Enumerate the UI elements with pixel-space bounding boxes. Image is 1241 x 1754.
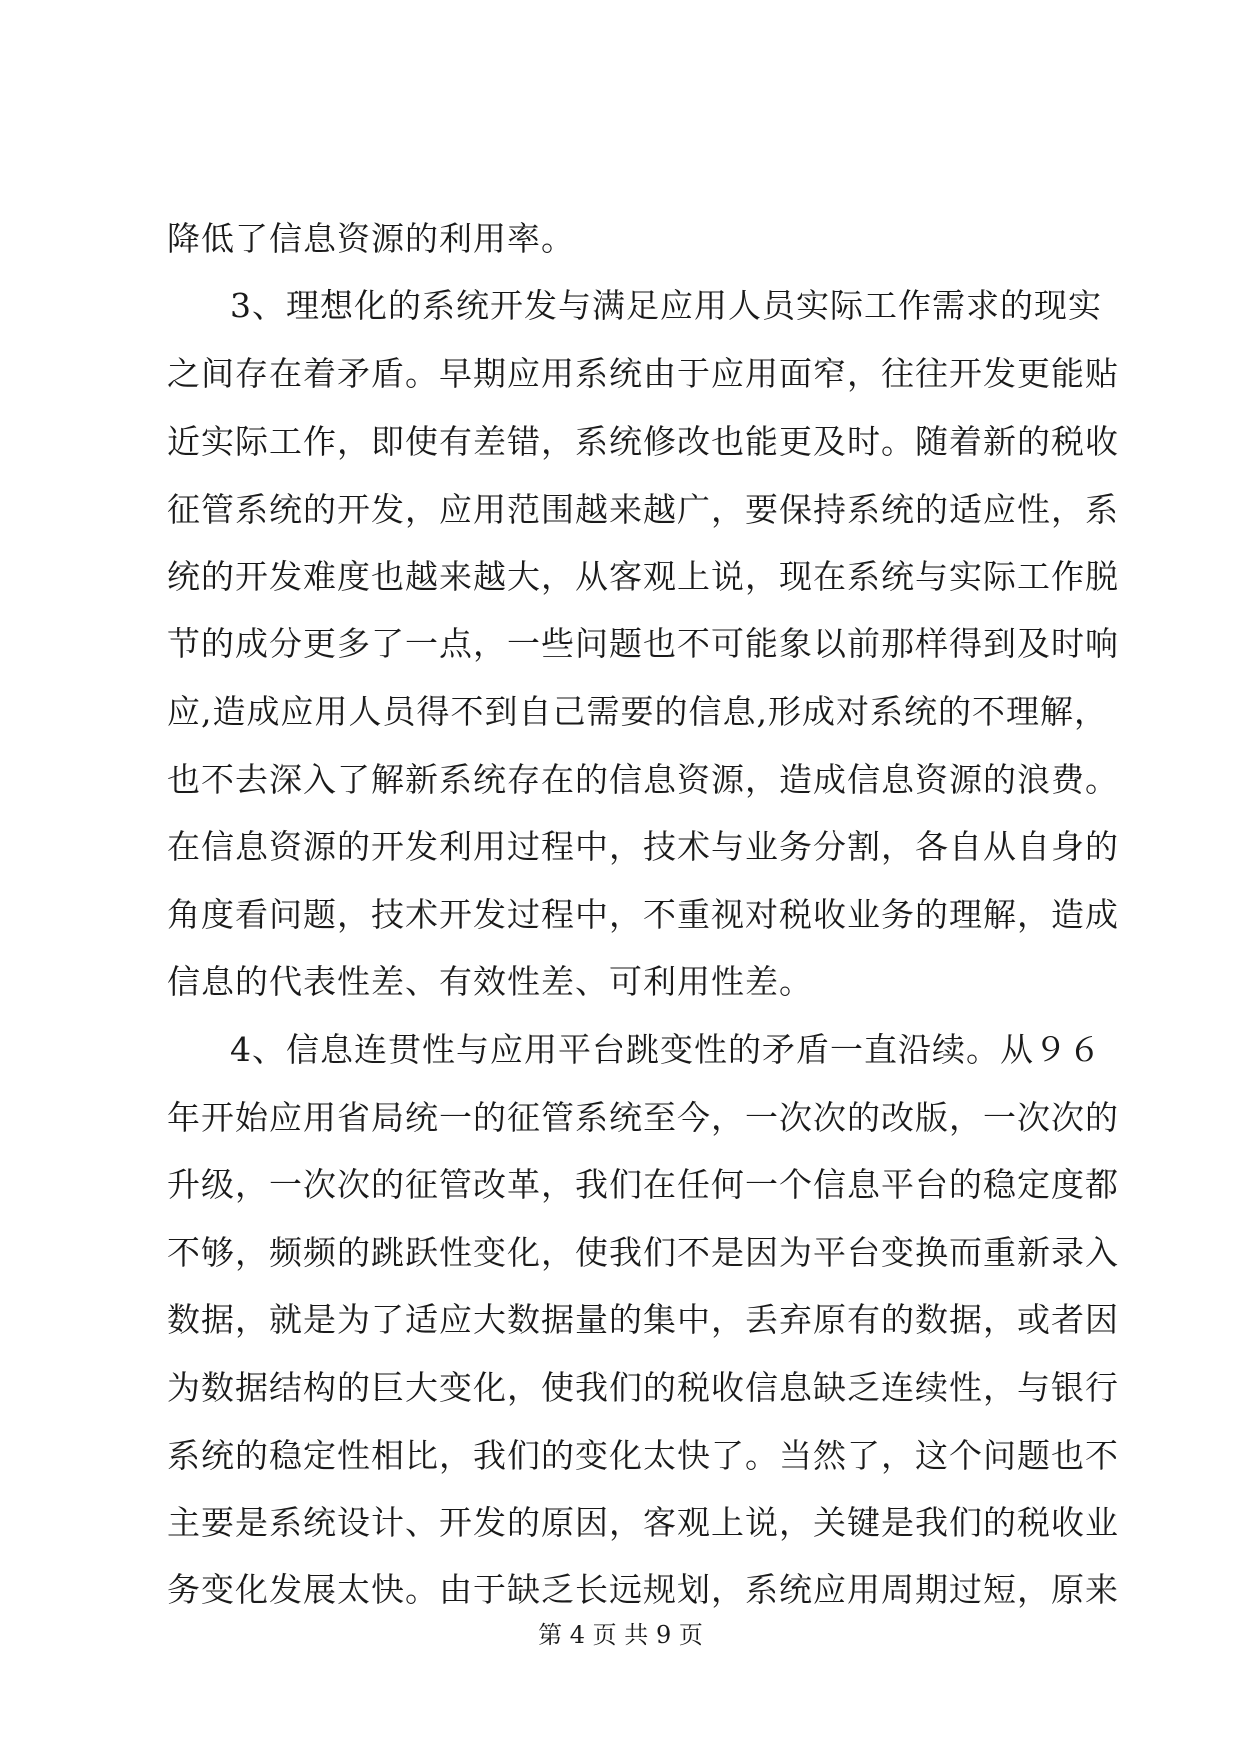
text-line: 之间存在着矛盾。早期应用系统由于应用面窄，往往开发更能贴 — [167, 354, 1119, 393]
text-line: 信息的代表性差、有效性差、可利用性差。 — [167, 962, 813, 1001]
text-line: 系统的稳定性相比，我们的变化太快了。当然了，这个问题也不 — [167, 1436, 1119, 1475]
text-line: 不够，频频的跳跃性变化，使我们不是因为平台变换而重新录入 — [167, 1233, 1119, 1272]
text-line: 在信息资源的开发利用过程中，技术与业务分割，各自从自身的 — [167, 827, 1119, 866]
text-line: 近实际工作，即使有差错，系统修改也能更及时。随着新的税收 — [167, 422, 1119, 461]
text-line: 应,造成应用人员得不到自己需要的信息,形成对系统的不理解， — [167, 692, 1108, 731]
text-line: 务变化发展太快。由于缺乏长远规划，系统应用周期过短，原来 — [167, 1570, 1119, 1609]
text-line: 角度看问题，技术开发过程中，不重视对税收业务的理解，造成 — [167, 895, 1119, 934]
text-line: 节的成分更多了一点，一些问题也不可能象以前那样得到及时响 — [167, 624, 1119, 663]
text-line: 征管系统的开发，应用范围越来越广，要保持系统的适应性，系 — [167, 490, 1119, 529]
text-line: 统的开发难度也越来越大，从客观上说，现在系统与实际工作脱 — [167, 557, 1119, 596]
text-line: 3、理想化的系统开发与满足应用人员实际工作需求的现实 — [230, 286, 1102, 325]
text-line: 数据，就是为了适应大数据量的集中，丢弃原有的数据，或者因 — [167, 1300, 1119, 1339]
text-line: 升级，一次次的征管改革，我们在任何一个信息平台的稳定度都 — [167, 1165, 1119, 1204]
text-line: 年开始应用省局统一的征管系统至今，一次次的改版，一次次的 — [167, 1098, 1119, 1137]
text-line: 降低了信息资源的利用率。 — [167, 219, 575, 258]
text-line: 主要是系统设计、开发的原因，客观上说，关键是我们的税收业 — [167, 1503, 1119, 1542]
text-line: 4、信息连贯性与应用平台跳变性的矛盾一直沿续。从９６ — [230, 1030, 1102, 1069]
text-line: 为数据结构的巨大变化，使我们的税收信息缺乏连续性，与银行 — [167, 1368, 1119, 1407]
page-footer: 第 4 页 共 9 页 — [538, 1621, 703, 1649]
text-line: 也不去深入了解新系统存在的信息资源，造成信息资源的浪费。 — [167, 760, 1119, 799]
